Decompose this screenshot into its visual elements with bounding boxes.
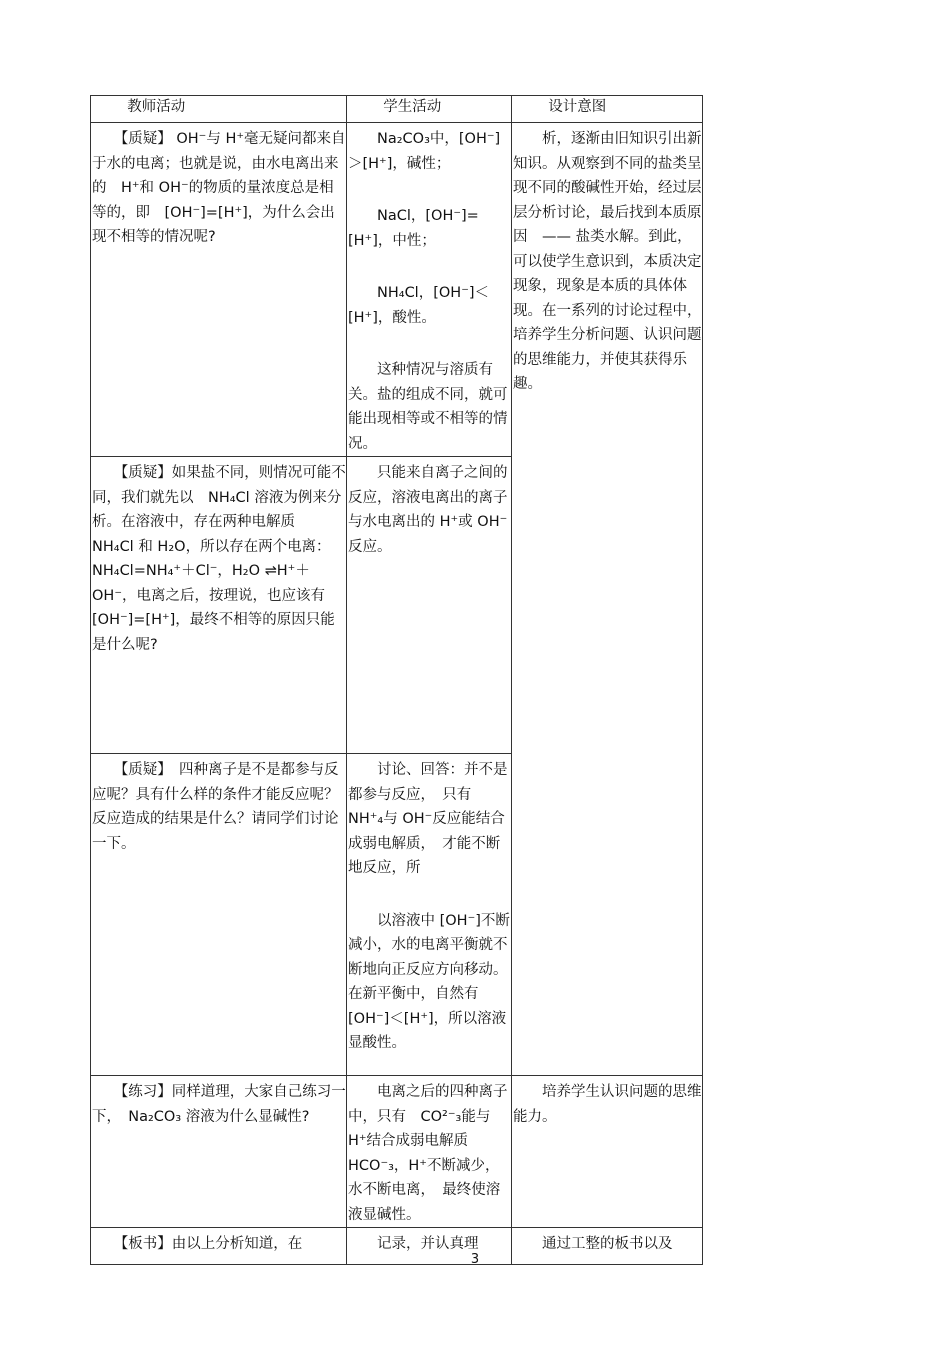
student-text: 以溶液中 [OH⁻]不断减小，水的电离平衡就不断地向正反应方向移动。在新平衡中，自然有 [OH⁻]＜[H⁺]，所以溶液显酸性。 [348,912,510,1051]
design-text: 析，逐渐由旧知识引出新知识。从观察到不同的盐类呈现不同的酸碱性开始，经过层层分析讨论，最后找到本质原因 —— 盐类水解。到此，可以使学生意识到，本质决定现象，现象是本质的具体体现。在一系列的讨论过程中，培养学生分析问题、认识问题的思维能力，并使其获得乐趣。 [513,131,702,392]
table-row [91,1076,703,1228]
student-cell [347,1076,512,1228]
teacher-text: 【练习】同样道理，大家自己练习一下， Na₂CO₃ 溶液为什么显碱性? [92,1084,346,1125]
student-text: Na₂CO₃中，[OH⁻]＞[H⁺]，碱性； [348,131,501,172]
student-text: 只能来自离子之间的反应，溶液电离出的离子与水电离出的 H⁺或 OH⁻反应。 [348,465,508,555]
design-cell [512,1076,703,1228]
teacher-cell [91,457,347,754]
teacher-text: 【板书】由以上分析知道，在 [92,1236,303,1252]
student-cell [347,457,512,754]
design-text: 培养学生认识问题的思维能力。 [513,1084,702,1125]
lesson-plan-table [90,95,703,1265]
teacher-cell [91,123,347,457]
header-student-activity: 学生活动 [347,96,512,123]
teacher-text: 【质疑】 OH⁻与 H⁺毫无疑问都来自于水的电离；也就是说，由水电离出来的 H⁺和 OH⁻的物质的量浓度总是相等的，即 [OH⁻]=[H⁺]，为什么会出现不相等的情况呢? [92,131,346,245]
design-cell [512,123,703,1076]
student-text: 讨论、回答：并不是都参与反应， 只有 NH⁺₄与 OH⁻反应能结合成弱电解质， 才能不断地反应，所 [348,762,508,876]
student-cell [347,754,512,1076]
table-row [91,123,703,457]
student-text: NH₄Cl，[OH⁻]＜[H⁺]，酸性。 [348,285,489,326]
teacher-text: 【质疑】 四种离子是不是都参与反应呢？具有什么样的条件才能反应呢？反应造成的结果是什么？请同学们讨论一下。 [92,762,339,852]
student-text: 电离之后的四种离子中，只有 CO²⁻₃能与 H⁺结合成弱电解质HCO⁻₃，H⁺不断减少，水不断电离， 最终使溶液显碱性。 [348,1084,508,1223]
teacher-cell [91,1076,347,1228]
student-text: 记录，并认真理 [348,1236,479,1252]
design-text: 通过工整的板书以及 [513,1236,673,1252]
student-text: 这种情况与溶质有关。盐的组成不同，就可能出现相等或不相等的情况。 [348,362,508,452]
page-number: 3 [470,1252,480,1267]
table-header-row [91,96,703,123]
student-cell [347,123,512,457]
header-design-intent: 设计意图 [512,96,703,123]
header-teacher-activity: 教师活动 [91,96,347,123]
student-text: NaCl，[OH⁻]=[H⁺]，中性； [348,208,479,249]
teacher-cell [91,754,347,1076]
teacher-text: 【质疑】如果盐不同，则情况可能不同，我们就先以 NH₄Cl 溶液为例来分析。在溶液中，存在两种电解质 NH₄Cl 和 H₂O，所以存在两个电离：NH₄Cl=NH₄⁺＋Cl⁻，H₂O ⇌H⁺＋OH⁻，电离之后，按理说，也应该有 [OH⁻]=[H⁺]，最终不相等的原因只能是什么呢? [92,465,346,653]
